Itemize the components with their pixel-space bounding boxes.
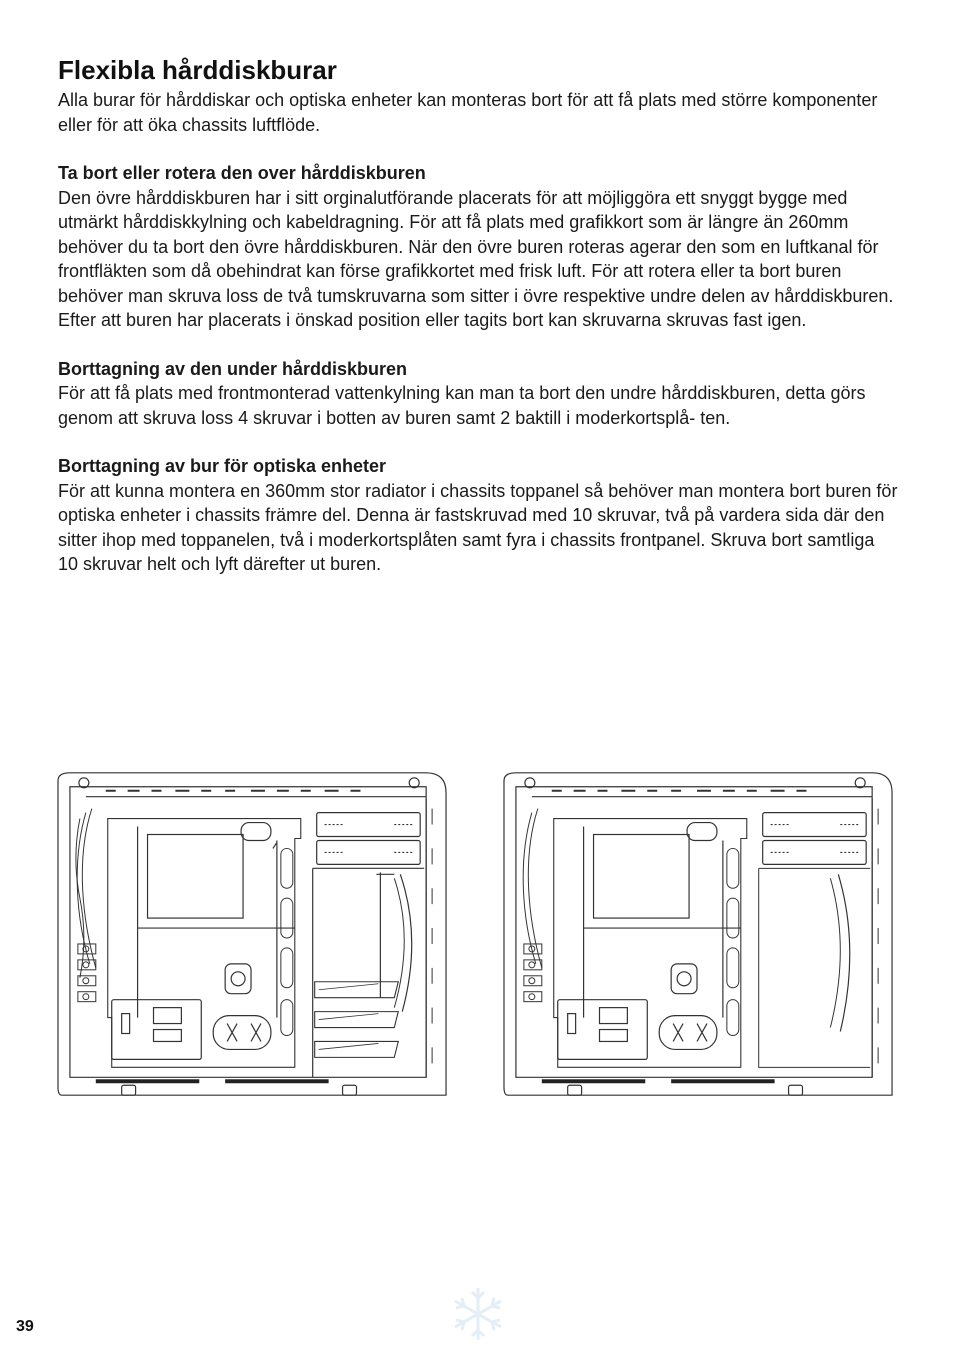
section-body: För att få plats med frontmonterad vattenkylning kan man ta bort den undre hårddiskburen, detta görs genom att skruva loss 4 skruvar i botten av buren samt 2 baktill i moderkortsplå- ten. [58, 383, 866, 428]
chassis-with-lower-hdd-cage-figure [56, 768, 454, 1102]
page-number: 39 [16, 1318, 34, 1335]
section-body: För att kunna montera en 360mm stor radiator i chassits toppanel så behöver man montera bort buren för optiska enheter i chassits främre del. Denna är fastskruvad med 10 skruvar, två på vardera sida där den sitter ihop med toppanelen, två i moderkortsplåten samt fyra i chassits frontpanel. Skruva bort samtliga 10 skruvar helt och lyft därefter ut buren. [58, 480, 898, 574]
page-title: Flexibla hårddiskburar [58, 55, 337, 85]
snowflake-icon [448, 1284, 508, 1344]
section-heading: Ta bort eller rotera den over hårddiskburen [58, 163, 426, 183]
page-content [58, 54, 898, 577]
chassis-without-lower-hdd-cage-figure [502, 768, 900, 1102]
section-body: Den övre hårddiskburen har i sitt orginalutförande placerats för att möjliggöra ett snyggt bygge med utmärkt hårddiskkylning och kabeldragning. För att få plats med grafikkort som är längre än 260mm behöver du ta bort den övre hårddiskburen. När den övre buren roteras agerar den som en luftkanal för frontfläkten som då obehindrat kan förse grafikkortet med frisk luft. För att rotera eller ta bort buren behöver man skruva loss de två tumskruvarna som sitter i övre respektive undre delen av hårddiskburen. Efter att buren har placerats i önskad position eller tagits bort kan skruvarna skruvas fast igen. [58, 187, 894, 330]
section-heading: Borttagning av bur för optiska enheter [58, 456, 387, 476]
section-heading: Borttagning av den under hårddiskburen [58, 358, 408, 379]
figures-row [56, 768, 902, 1108]
intro-paragraph: Alla burar för hårddiskar och optiska enheter kan monteras bort för att få plats med större komponenter eller för att öka chassits luftflöde. [58, 90, 878, 135]
